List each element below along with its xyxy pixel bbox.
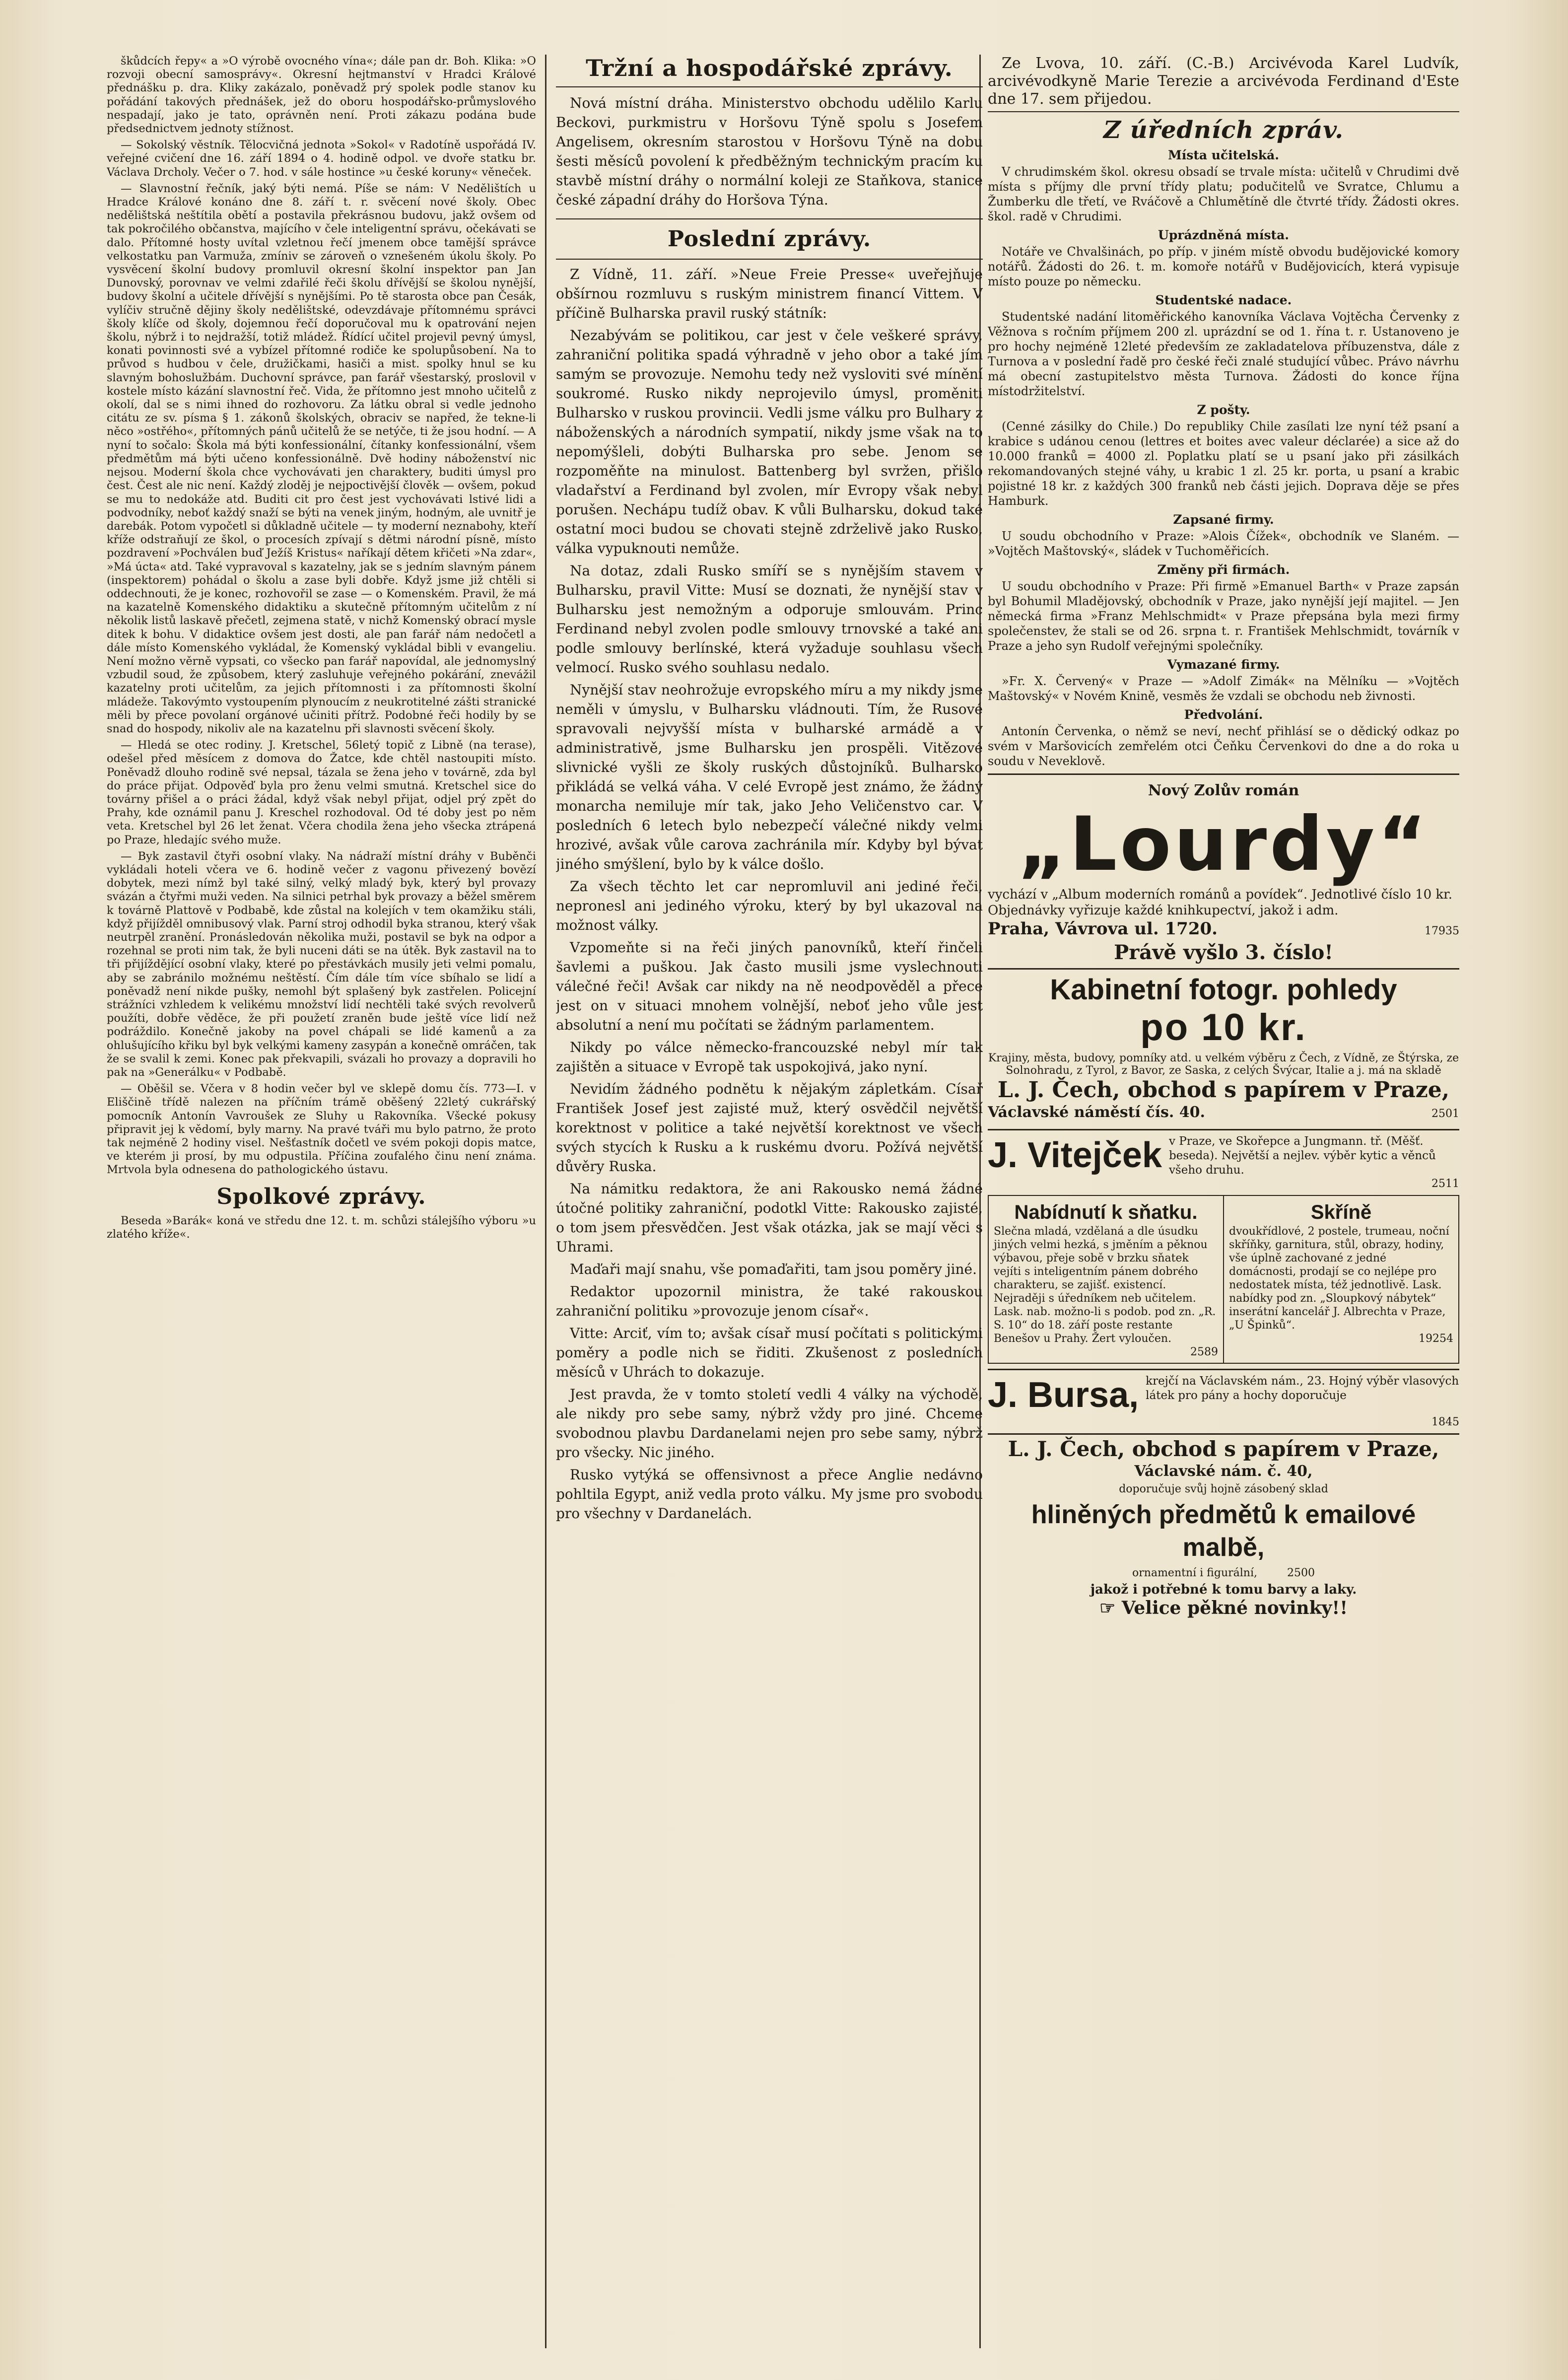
subheading: Předvolání. [1184, 707, 1263, 722]
paragraph: Maďaři mají snahu, vše pomaďařiti, tam jsou poměry jiné. [570, 1261, 977, 1277]
paragraph: Ze Lvova, 10. září. (C.-B.) Arcivévoda Karel Ludvík, arcivévodkyně Marie Terezie a arcivévoda Ferdinand d'Este dne 17. sem přijedou. [988, 55, 1459, 108]
subheading: Změny při firmách. [1157, 562, 1290, 577]
pointing-hand-icon: ☞ [1099, 1598, 1122, 1618]
section-heading: Poslední zprávy. [556, 218, 983, 260]
paragraph: škůdcích řepy« a »O výrobě ovocného vína«; dále pan dr. Boh. Klika: »O rozvoji obecní samosprávy«. Okresní hejtmanství v Hradci Králové přednášku p. dra. Kliky zakázalo, poněvadž prý spolek podle stanov ku pořádání takových přednášek, jež do oboru hospodářsko-průmyslového nespadají, jako je tato, oprávněn není. Proti zákazu podána bude předsednictvem jednoty stížnost. [107, 55, 536, 136]
ad-tagline: Právě vyšlo 3. číslo! [1114, 941, 1333, 964]
paragraph: Nová místní dráha. Ministerstvo obchodu udělilo Karlu Beckovi, purkmistru v Horšovu Týně spolu s Josefem Angelisem, okresním starostou v Horšovu Týně na dobu šesti měsíců povolení k předběžným technickým pracím ku stavbě místní dráhy o normální koleji ze Staňkova, stanice české západní dráhy do Horšova Týna. [556, 95, 983, 208]
ad-number: 2511 [1432, 1178, 1459, 1190]
paragraph: — Hledá se otec rodiny. J. Kretschel, 56letý topič z Libně (na terase), odešel před měsícem z domova do Žatce, kde chtěl nastoupiti místo. Poněvadž dlouho rodině své nepsal, tázala se žena jeho v továrně, zda byl do práce přijat. Odpověď byla pro ženu velmi smutná. Kretschel sice do továrny přišel a o práci žádal, když však nebyl přijat, odjel prý zpět do Prahy, kde oznámil panu J. Kreschel rozhodoval. Od té doby jest po něm veta. Kretschel byl 26 let ženat. Včera chodila žena jeho všecka ztrápená po Praze, hledajíc svého muže. [107, 739, 536, 846]
ad-number: 17935 [1425, 925, 1459, 937]
paragraph: — Byk zastavil čtyři osobní vlaky. Na nádraží místní dráhy v Buběnči vykládali hoteli včera ve 6. hodině večer z vagonu přivezený bovězí dobytek, mezi nímž byl také silný, velký mladý byk, který byl provazy svázán a čtyřmi muži veden. Na silnici petrhal byk provazy a běžel směrem k továrně Plattově v Podbabě, kde zůstal na kolejích v tem okamžiku stáli, když přijížděl omnibusový vlak. Parní stroj odhodil byka stranou, který však neutrpěl zranění. Pronásledován několika muži, postavil se byk na odpor a rozehnal se proti nim tak, že byli nuceni dáti se na útěk. Byk zastavil na to tři přijíždějící osobní vlaky, které po přestávkách musily jeti velmi pomalu, aby se zabránilo možnému neštěstí. Čím dále tím více sbíhalo se lidí a poněvadž není nikde pušky, nemohl být splašený byk zastřelen. Policejní strážníci vzhledem k velikému množství lidí nechtěli také svých revolverů použíti, dobře věděce, že při použetí zraněn bude ještě více lidí než podráždilo. Konečně jakoby na povel chápali se lidé kamenů a za ohlušujícího křiku byl byk velkými kameny zasypán a konečně omráčen, tak že se svalil k zemi. Konec pak překvapili, svázali ho provazy a dopravili ho pak na »Generálku« v Podbabě. [107, 849, 536, 1079]
ad-body: dvoukřídlové, 2 postele, trumeau, noční skříňky, garnitura, stůl, obrazy, hodiny, vše úplně zachované z jedné domácnosti, prodají se co nejlépe pro nedostatek místa, též jednotlivě. Lask. nabídky pod zn. „Sloupkový nábytek“ inserátní kancelář J. Albrechta v Praze, „U Špinků“. [1229, 1225, 1449, 1331]
ad-number: 2500 [1287, 1567, 1315, 1579]
paragraph: Redaktor upozornil ministra, že také rakouskou zahraniční politiku »provozuje jenom císař«. [556, 1283, 983, 1319]
ad-body: vychází v „Album moderních románů a povídek“. Jednotlivé číslo 10 kr. Objednávky vyřizuje každé knihkupectví, jakož i adm. [988, 887, 1453, 918]
paragraph: Nezabývám se politikou, car jest v čele veškeré správy, zahraniční politika spadá výhradně v jeho obor a také jím samým se provozuje. Nemohu tedy než vysloviti své mínění soukromé. Rusko nikdy neprojevilo úmysl, proměniti Bulharsko v ruskou provincii. Vedli jsme válku pro Bulhary z náboženských a národních sympatií, nikdy jsme však na to nepomýšleli, dobýti Bulharska pro sebe. Jenom se rozpoměňte na minulost. Battenberg byl svržen, přišlo vladařství a Ferdinand byl zvolen, mír Evropy však nebyl porušen. Nechápu tudíž obav. K vůli Bulharsku, dokud také ostatní moci budou se chovati stejně zdrželivě jako Rusko, válka vypuknouti nemůže. [556, 327, 983, 557]
ad-headline: Kabinetní fotogr. pohledy [1050, 974, 1397, 1006]
ad-headline: hliněných předmětů k emailové malbě, [1031, 1500, 1416, 1562]
ad-number: 2501 [1432, 1108, 1459, 1120]
ad-bursa [988, 1369, 1459, 1428]
paragraph: Vitte: Arciť, vím to; avšak císař musí počítati s politickými poměry a podle nich se řiditi. Zkušenost z posledních měsíců v Uhrách to dokazuje. [556, 1325, 983, 1380]
paragraph: Na námitku redaktora, že ani Rakousko nemá žádné útočné politiky zahraniční, podotkl Vitte: Rakousko zajisté, o tom jsem přesvědčen. Jest však otázka, jak se mají věci s Uhrami. [556, 1181, 983, 1255]
paragraph: — Oběšil se. Včera v 8 hodin večer byl ve sklepě domu čís. 773—I. v Eliščině třídě nalezen na příčním trámě oběšený 22letý cukrářský pomocník Antonín Vavroušek ze Sluhy u Rakovníka. Všecké pokusy připravit jej k vědomí, byly marny. Na pravé tváři mu bylo patrno, že proto tak nejméně 2 hodiny visel. Nešťastník dočetl ve svém pokoji dopis matce, ve kterém ji prosí, by mu odpustila. Příčina zoufalého činu není známa. Mrtvola byla odnesena do pathologického ústavu. [107, 1082, 536, 1177]
ad-box [989, 1196, 1223, 1363]
ad-vitejcek [988, 1129, 1459, 1190]
ad-name: J. Bursa, [988, 1375, 1139, 1415]
paragraph: »Fr. X. Červený« v Praze — »Adolf Zimák« na Mělníku — »Vojtěch Maštovský« v Novém Knině, vesměs že vzdali se obchodu neb živnosti. [988, 674, 1459, 703]
ad-new [988, 1597, 1459, 1619]
ad-box [1223, 1196, 1458, 1363]
section-heading: Tržní a hospodářské zprávy. [556, 55, 983, 87]
ad-price: po 10 kr. [1140, 1006, 1307, 1049]
ad-new-text: Velice pěkné novinky!! [1121, 1598, 1348, 1618]
ad-headline: „Lourdy“ [1018, 801, 1430, 888]
subheading: Vymazané firmy. [1167, 657, 1280, 672]
paragraph: Nynější stav neohrožuje evropského míru a my nikdy jsme neměli v úmyslu, v Bulharsku vládnouti. Tím, že Rusové spravovali nejvyšší místa v bulharské armádě a v administrativě, jsme Bulharsku jen prospěli. Vitězové slivnické vyšli ze školy ruských důstojníků. Bulharsko přikládá se velká váha. V celé Evropě jest známo, že žádný monarcha nemiluje mír tak, jako Jeho Veličenstvo car. V posledních 6 letech bylo nebezpečí válečné nikdy velmi hrozivé, avšak vůle carova zachránila mír. Kdyby byl bývat jiného smýšlení, bylo by k válce došlo. [556, 682, 983, 872]
ad-firm: L. J. Čech, obchod s papírem v Praze, [997, 1077, 1450, 1103]
paragraph: Studentské nadání litoměřického kanovníka Václava Vojtěcha Červenky z Věžnova s ročním příjmem 200 zl. uprázdní se od 1. řína t. r. Ustanoveno je pro hochy nejméně 12leté především ze zakladatelova příbuzenstva, dále z Turnova a v poslední řadě pro české řeči znalé studující vůbec. Právo návrhu má obecní zastupitelstvo města Turnova. Žádosti do konce října místodržitelství. [988, 310, 1459, 398]
ad-address: Václavské náměstí čís. 40. [988, 1104, 1206, 1121]
paragraph: U soudu obchodního v Praze: Při firmě »Emanuel Barth« v Praze zapsán byl Bohumil Mladějovský, obchodník v Praze, jako nynější její majitel. — Jen německá firma »Franz Mehlschmidt« v Praze přepsána byla mezi firmy společenstev, že stali se od 26. srpna t. r. František Mehlschmidt, továrník v Praze a jeho syn Rudolf veřejnými společníky. [988, 579, 1459, 653]
paragraph: Na dotaz, zdali Rusko smíří se s nynějším stavem v Bulharsku, pravil Vitte: Musí se doznati, že nynější stav v Bulharsku jest nemožným a odporuje smlouvám. Princ Ferdinand nebyl zvolen podle smlouvy trnovské a také ani podle smlouvy berlínské, která vyžaduje souhlasu všech velmocí. Rusko svého souhlasu nedalo. [556, 562, 983, 676]
paragraph: — Slavnostní řečník, jaký býti nemá. Píše se nám: V Nedělištích u Hradce Králové konáno dne 8. září t. r. svěcení nové školy. Obec nedělištská neštítila obětí a postavila překrásnou budovu, jakž ovšem od tak pokročilého občanstva, majícího v čele inteligentní správu, očekávati se dalo. Přítomné hosty uvítal vzletnou řečí jmenem obce tamější správce velkostatku pan Varmuža, zmíniv se zároveň o vznešeném úkolu školy. Po vysvěcení školní budovy promluvil okresní školní inspektor pan Jan Dunovský, porovnav ve velmi zdařilé řeči školu dřívější se školou nynější, budovy školní a učitele dřívější s nynějšími. Po tě starosta obce pan Česák, vylíčiv stručně dějiny školy nedělištské, odevzdávaje přítomnému správci školy klíče od školy, dojemnou řečí doporučoval mu k opatrování nejen školu, nýbrž i to nejdražší, totiž mládež. Řídící učitel projevil pevný úmysl, konati povinnosti své a vybízel přítomné rodiče ke spolupůsobení. Na to průvod s hudbou v čele, družičkami, hasiči a mist. spolky hnul se ku slavným bohoslužbám. Duchovní správce, pan farář všestarský, proslovil v kostele místo kázání slavnostní řeč. Vida, že přítomno jest mnoho učitelů z okolí, dal se s nimi ihned do rozhovoru. Za látku obral si vedle jednoho citátu ze sv. písma § 1. zákonů školských, obraciv se napřed, že tekne-li něco »ostřého«, přítomných pánů učitelů že se netýče, ti že jsou hodní. — A nyní to sočalo: Škola má býti konfessionální, čítanky konfessionální, všem předmětům má býti učeno konfessionálně. Dvě hodiny náboženství nic nejsou. Moderní škola chce vychovávati jen charaktery, buditi úmysl pro čest. Čest ale nic není. Každý zloděj je nejpoctivější člověk — ovšem, pokud se mu to nedokáže atd. Buditi cit pro čest jest vychovávati lstivé lidi a podvodníky, neboť každý snaží se býti na venek jiným, hodným, ale uvnitř je darebák. Potom vypočetl si důkladně učitele — ty moderní neznabohy, kteří kříže odstraňují ze škol, o procesích zpívají s dětmi národní písně, místo pozdravení »Pochválen buď Ježíš Kristus« naříkají dětem křičeti »Na zdar«, »Má úcta« atd. Také vypravoval s kazatelny, jak se s jedním slavným pánem (inspektorem) pohádal o školu a zase byli dobře. Když jsme již chtěli si oddechnouti, že je konec, rozhovořil se zase — o Komenském. Pravil, že má na kazatelně Komenského didaktiku a skutečně přítomným učitelům z ní několik listů laskavě přečetl, zejmena statě, v nichž Komenský obrací mysle ditek k bohu. V didaktice ovšem jest dosti, ale pan farář nám nedočetl a dále místo Komenského vykládal, že Komenský vykládal bibli v evangeliu. Není možno věrně vypsati, co všecko pan farář napovídal, ale jednomyslný vzbudil soud, že způsobem, který zasluhuje veřejného pokárání, znevážil kazatelny proti učitelům, za jejich přítomnosti i za přítomnosti školní mládeže. Takovýmto vystoupením plynoucím z neukrotitelné zášti stranické měli by přece povolaní orgánové učiniti přítrž. Podobné řeči hodily by se snad do hospody, nikoliv ale na kazatelnu při slavnosti svěcení školy. [107, 182, 536, 735]
ad-body: Slečna mladá, vzdělaná a dle úsudku jiných velmi hezká, s jměním a pěknou výbavou, přeje sobě v brzku sňatek vejíti s inteligentním pánem dobrého charakteru, se zajišť. existencí. Nejraději s úředníkem neb učitelem. Lask. nab. možno-li s podob. pod zn. „R. S. 10“ do 18. září poste restante Benešov u Prahy. Žert vyloučen. [994, 1225, 1216, 1345]
subheading: Místa učitelská. [1168, 148, 1279, 162]
paragraph: Rusko vytýká se offensivnost a přece Anglie nedávno pohltila Egypt, aniž vedla proto válku. My jsme pro svobodu pro všechny v Dardanelách. [556, 1467, 983, 1522]
paragraph: Nevidím žádného podnětu k nějakým zápletkám. Císař František Josef jest zajisté muž, který osvědčil největší korektnost v politice a také největší korektnost ve všech svých stycích k Rusku a k ruskému dvoru. Požívá největší důvěry Ruska. [556, 1081, 983, 1175]
subheading: Studentské nadace. [1155, 293, 1292, 307]
ad-box-pair [988, 1195, 1459, 1364]
ad-name: J. Vitejček [988, 1135, 1162, 1175]
column-left [107, 55, 536, 2368]
column-rule [545, 55, 546, 2348]
paragraph: — Sokolský věstník. Tělocvičná jednota »Sokol« v Radotíně uspořádá IV. veřejné cvičení dne 16. září 1894 o 4. hodině odpol. ve dvoře statku br. Václava Drcholy. Večer o 7. hod. v sále hostince »u české koruny« věneček. [107, 139, 536, 179]
ad-number: 19254 [1419, 1332, 1453, 1345]
ad-subline: ornamentní i figurální, [1132, 1567, 1257, 1579]
ad-body: krejčí na Václavském nám., 23. Hojný výběr vlasových látek pro pány a hochy doporučuje [1146, 1375, 1459, 1402]
ad-bottomline: jakož i potřebné k tomu barvy a laky. [1090, 1582, 1357, 1597]
paragraph: U soudu obchodního v Praze: »Alois Čížek«, obchodník ve Slaném. — »Vojtěch Maštovský«, sládek v Tuchoměřicích. [988, 529, 1459, 558]
ad-firm: L. J. Čech, obchod s papírem v Praze, [1008, 1437, 1439, 1461]
paragraph: Za všech těchto let car nepromluvil ani jediné řeči, nepronesl ani jediného výroku, který by byl ukazoval na možnost války. [556, 878, 983, 933]
ad-body: Krajiny, města, budovy, pomníky atd. u velkém výběru z Čech, z Vídně, ze Štýrska, ze Solnohradu, z Tyrol, z Bavor, ze Saska, z celých Švýcar, Italie a j. má na skladě [988, 1052, 1459, 1077]
ad-address: Praha, Vávrova ul. 1720. [988, 919, 1218, 939]
ad-body: v Praze, ve Skořepce a Jungmann. tř. (Měšť. beseda). Největší a nejlev. výběr kytic a věnců všeho druhu. [1168, 1135, 1436, 1177]
subheading: Z pošty. [1197, 403, 1250, 417]
ad-pohledy [988, 968, 1459, 1124]
column-right [988, 55, 1459, 2368]
paragraph: Notáře ve Chvalšinách, po příp. v jiném místě obvodu budějovické komory notářů. Žádosti do 26. t. m. komoře notářů v Budějovicích, která vypisuje místo pouze po německu. [988, 245, 1459, 288]
ad-headline: Nabídnutí k sňatku. [1014, 1201, 1198, 1223]
paragraph: Z Vídně, 11. září. »Neue Freie Presse« uveřejňuje obšírnou rozmluvu s ruským ministrem financí Vittem. V příčině Bulharska pravil ruský státník: [556, 266, 983, 321]
paragraph: Vzpomeňte si na řeči jiných panovníků, kteří řinčeli šavlemi a puškou. Jak často musili jsme vyslechnouti válečné řeči! Avšak car nikdy na ně neodpověděl a přece jest on v situaci mnohem volnější, neboť jeho vůle jest absolutní a není mu počítati se žádným parlamentem. [556, 939, 983, 1033]
paragraph: Beseda »Barák« koná ve středu dne 12. t. m. schůzi stálejšího výboru »u zlatého kříže«. [107, 1214, 536, 1241]
section-heading: Z úředních zpráv. [988, 111, 1459, 144]
ad-lourdy [988, 773, 1459, 963]
paragraph: V chrudimském škol. okresu obsadí se trvale místa: učitelů v Chrudimi dvě místa s příjmy dle první třídy platu; podučitelů ve Svratce, Chlumu a Žumberku dle třetí, ve Rváčově a Chlumětíně dle čtvrté třídy. Žádosti okres. škol. radě v Chrudimi. [988, 165, 1459, 223]
paragraph: Nikdy po válce německo-francouzské nebyl mír tak zajištěn a situace v Evropě tak uspokojivá, jako nyní. [556, 1039, 983, 1075]
ad-number: 1845 [1432, 1416, 1459, 1428]
section-heading: Spolkové zprávy. [216, 1184, 426, 1209]
paragraph: Jest pravda, že v tomto století vedli 4 války na východě, ale nikdy pro sebe samy, nýbrž vždy pro jiné. Chceme svobodnou plavbu Dardanelami nejen pro sebe samy, nýbrž pro všecky. Nic jiného. [556, 1386, 983, 1461]
ad-kicker: Nový Zolův román [1148, 782, 1299, 799]
ad-headline: Skříně [1310, 1201, 1372, 1223]
paragraph: Antonín Červenka, o němž se neví, nechť přihlásí se o dědický odkaz po svém v Maršovicích zemřelém otci Čeňku Červenkovi do dne a do roka u soudu v Neveklově. [988, 724, 1459, 768]
column-middle [556, 55, 983, 2368]
subheading: Uprázdněná místa. [1158, 228, 1289, 242]
ad-cech [988, 1433, 1459, 1619]
ad-number: 2589 [1190, 1346, 1218, 1358]
subheading: Zapsané firmy. [1173, 512, 1274, 527]
ad-line: doporučuje svůj hojně zásobený sklad [1119, 1483, 1328, 1495]
paragraph: (Cenné zásilky do Chile.) Do republiky Chile zasílati lze nyní též psaní a krabice s udánou cenou (lettres et boites avec valeur déclarée) a sice až do 10.000 franků = 4000 zl. Poplatku platí se u psaní jako při zásilkách rekomandovaných stejné váhy, u krabic 1 zl. 25 kr. porta, u psaní a krabic pojistné 18 kr. z každých 300 franků neb části jejich. Dopravа děje se přes Hamburk. [988, 420, 1459, 508]
ad-address: Václavské nám. č. 40, [1134, 1463, 1313, 1480]
